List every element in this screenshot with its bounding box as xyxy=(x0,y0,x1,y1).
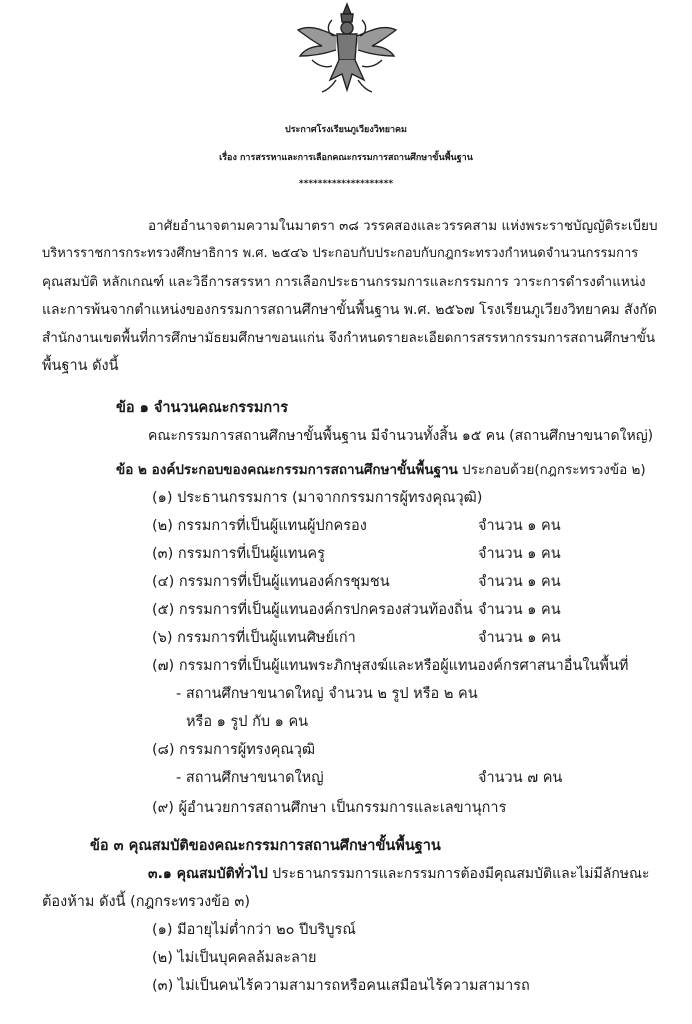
composition-item-7-sub-1: - สถานศึกษาขนาดใหญ่ จำนวน ๒ รูป หรือ ๒ คน xyxy=(176,686,478,702)
composition-item-8-sub-label: - สถานศึกษาขนาดใหญ่ xyxy=(176,770,324,786)
announcement-subject: เรื่อง การสรรหาและการเลือกคณะกรรมการสถานศึกษาขั้นพื้นฐาน xyxy=(219,153,473,163)
composition-item-label: (๒) กรรมการที่เป็นผู้แทนผู้ปกครอง xyxy=(152,518,367,534)
qualification-item: (๒) ไม่เป็นบุคคลล้มละลาย xyxy=(152,950,317,966)
composition-item-7-sub-2: หรือ ๑ รูป กับ ๑ คน xyxy=(186,714,309,730)
composition-item-1: (๑) ประธานกรรมการ (มาจากกรรมการผู้ทรงคุณวุฒิ) xyxy=(152,490,483,506)
stars-divider: ******************** xyxy=(298,179,394,189)
composition-item-8-sub-count: จำนวน ๗ คน xyxy=(478,770,563,786)
intro-line-3: คุณสมบัติ หลักเกณฑ์ และวิธีการสรรหา การเลือกประธานกรรมการและกรรมการ วาระการดำรงตำแหน่ง xyxy=(42,274,646,290)
intro-line-2: บริหารราชการกระทรวงศึกษาธิการ พ.ศ. ๒๕๔๖ ประกอบกับประกอบกับกฎกระทรวงกำหนดจำนวนกรรมการ xyxy=(42,246,639,261)
section-2-heading-rest: ประกอบด้วย(กฎกระทรวงข้อ ๒) xyxy=(457,462,646,478)
section-1-text: คณะกรรมการสถานศึกษาขั้นพื้นฐาน มีจำนวนทั้งสิ้น ๑๕ คน (สถานศึกษาขนาดใหญ่) xyxy=(148,428,654,444)
section-3-heading: ข้อ ๓ คุณสมบัติของคณะกรรมการสถานศึกษาขั้นพื้นฐาน xyxy=(90,838,441,854)
composition-item-label: (๔) กรรมการที่เป็นผู้แทนองค์กรชุมชน xyxy=(152,574,390,590)
composition-item-7: (๗) กรรมการที่เป็นผู้แทนพระภิกษุสงฆ์และหรือผู้แทนองค์กรศาสนาอื่นในพื้นที่ xyxy=(152,658,629,674)
garuda-emblem-icon xyxy=(292,0,402,100)
composition-item-count: จำนวน ๑ คน xyxy=(478,574,561,590)
section-1-heading: ข้อ ๑ จำนวนคณะกรรมการ xyxy=(116,400,289,416)
composition-item-label: (๕) กรรมการที่เป็นผู้แทนองค์กรปกครองส่วนท้องถิ่น xyxy=(152,602,473,618)
qualification-item: (๑) มีอายุไม่ต่ำกว่า ๒๐ ปีบริบูรณ์ xyxy=(152,922,356,938)
composition-item-count: จำนวน ๑ คน xyxy=(478,630,561,646)
composition-item-8: (๘) กรรมการผู้ทรงคุณวุฒิ xyxy=(152,742,316,758)
composition-item-count: จำนวน ๑ คน xyxy=(478,518,561,534)
announcement-title: ประกาศโรงเรียนภูเวียงวิทยาคม xyxy=(285,125,407,135)
intro-line-1: อาศัยอำนาจตามความในมาตรา ๓๘ วรรคสองและวรรคสาม แห่งพระราชบัญญัติระเบียบ xyxy=(148,218,658,234)
composition-item-label: (๖) กรรมการที่เป็นผู้แทนศิษย์เก่า xyxy=(152,630,356,646)
qualification-item: (๓) ไม่เป็นคนไร้ความสามารถหรือคนเสมือนไร้ความสามารถ xyxy=(152,978,530,994)
qualification-general-text-2: ต้องห้าม ดังนี้ (กฎกระทรวงข้อ ๓) xyxy=(42,894,250,910)
composition-item-9: (๙) ผู้อำนวยการสถานศึกษา เป็นกรรมการและเลขานุการ xyxy=(152,800,507,816)
qualification-general-title: ๓.๑ คุณสมบัติทั่วไป xyxy=(148,866,268,882)
intro-line-5: สำนักงานเขตพื้นที่การศึกษามัธยมศึกษาขอนแก่น จึงกำหนดรายละเอียดการสรรหากรรมการสถานศึกษาขั้น xyxy=(42,330,656,346)
intro-line-6: พื้นฐาน ดังนี้ xyxy=(42,358,119,374)
composition-item-count: จำนวน ๑ คน xyxy=(478,546,561,562)
intro-line-4: และการพ้นจากตำแหน่งของกรรมการสถานศึกษาขั้นพื้นฐาน พ.ศ. ๒๕๖๗ โรงเรียนภูเวียงวิทยาคม สังกัด xyxy=(42,302,657,318)
composition-item-count: จำนวน ๑ คน xyxy=(478,602,561,618)
section-2-heading xyxy=(116,460,646,480)
qualification-general-text: ประธานกรรมการและกรรมการต้องมีคุณสมบัติและไม่มีลักษณะ xyxy=(267,866,650,882)
section-2-heading-bold: ข้อ ๒ องค์ประกอบของคณะกรรมการสถานศึกษาขั้นพื้นฐาน xyxy=(116,462,458,478)
qualification-general xyxy=(148,864,650,884)
composition-item-label: (๓) กรรมการที่เป็นผู้แทนครู xyxy=(152,546,325,562)
